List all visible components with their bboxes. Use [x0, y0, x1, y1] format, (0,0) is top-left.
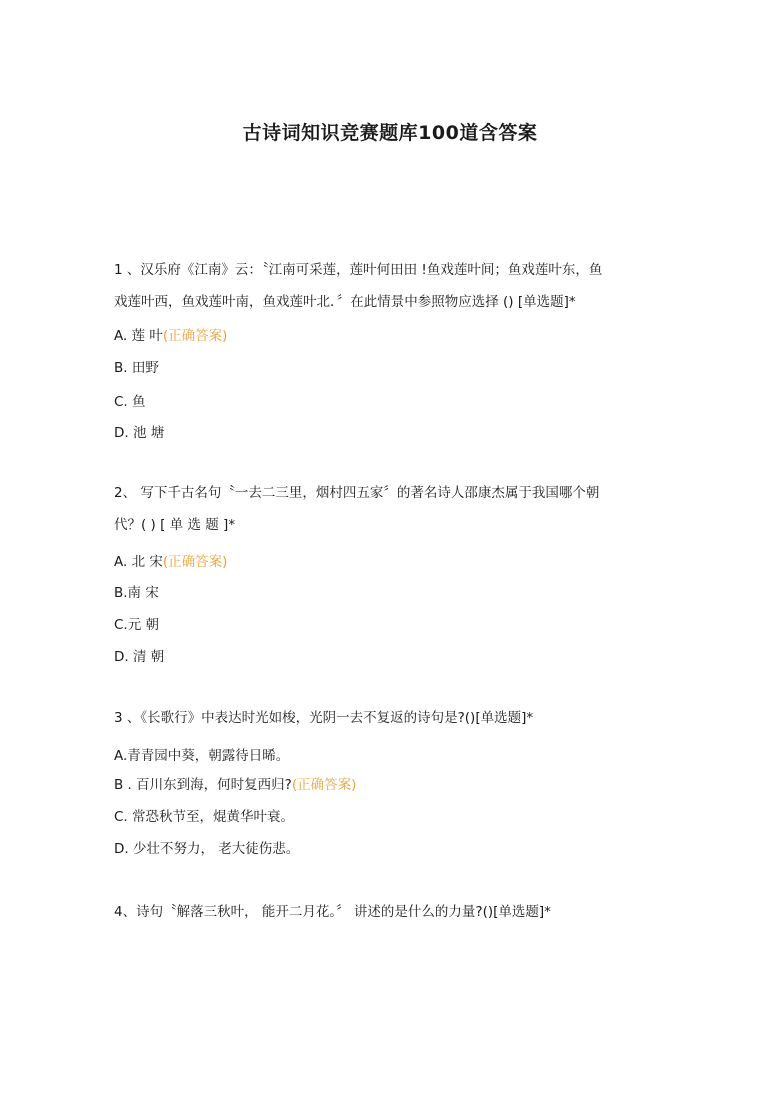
- option-label: A. 莲 叶: [114, 328, 163, 344]
- question-stem-line: 1 、汉乐府《江南》云：〝江南可采莲，莲叶何田田 !鱼戏莲叶间；鱼戏莲叶东，鱼: [114, 262, 603, 278]
- question-stem-line: 代？( ) [ 单 选 题 ]*: [114, 517, 236, 533]
- option-d: [114, 647, 164, 667]
- question-stem-line: 戏莲叶西，鱼戏莲叶南，鱼戏莲叶北．〞在此情景中参照物应选择 () [单选题]*: [114, 294, 576, 310]
- correct-answer-marker: (正确答案): [291, 777, 357, 793]
- option-label: D. 少壮不努力， 老大徒伤悲。: [114, 841, 300, 857]
- question-1: [114, 254, 674, 441]
- option-c: [114, 615, 159, 635]
- option-a: [114, 326, 227, 346]
- question-4: [114, 896, 674, 928]
- option-a: [114, 746, 289, 766]
- option-b: [114, 358, 159, 378]
- question-stem-line: 4、诗句〝解落三秋叶， 能开二月花。〞 讲述的是什么的力量?()[单选题]*: [114, 904, 551, 920]
- option-d: [114, 839, 299, 859]
- option-a: [114, 552, 227, 572]
- option-label: B . 百川东到海，何时复西归?: [114, 777, 292, 793]
- option-label: A.青青园中葵，朝露待日晞。: [114, 748, 290, 764]
- correct-answer-marker: (正确答案): [162, 554, 228, 570]
- option-label: B. 田野: [114, 360, 159, 376]
- question-stem-line: 3 、《长歌行》中表达时光如梭，光阴一去不复返的诗句是?()[单选题]*: [114, 710, 534, 726]
- correct-answer-marker: (正确答案): [162, 328, 228, 344]
- option-c: [114, 392, 146, 412]
- option-label: B.南 宋: [114, 585, 159, 601]
- question-2: [114, 477, 674, 665]
- option-label: C.元 朝: [114, 617, 160, 633]
- option-b: [114, 583, 159, 603]
- option-c: [114, 807, 294, 827]
- question-stem-line: 2、 写下千古名句〝一去二三里，烟村四五家〞的著名诗人邵康杰属于我国哪个朝: [114, 485, 600, 501]
- option-label: A. 北 宋: [114, 554, 163, 570]
- option-b: [114, 775, 356, 795]
- option-label: C. 常恐秋节至，焜黄华叶衰。: [114, 809, 295, 825]
- question-3: [114, 702, 674, 857]
- page-title: 古诗词知识竞赛题库100道含答案: [242, 122, 538, 144]
- option-label: C. 鱼: [114, 394, 146, 410]
- option-label: D. 池 塘: [114, 425, 165, 441]
- option-d: [114, 423, 164, 443]
- option-label: D. 清 朝: [114, 649, 165, 665]
